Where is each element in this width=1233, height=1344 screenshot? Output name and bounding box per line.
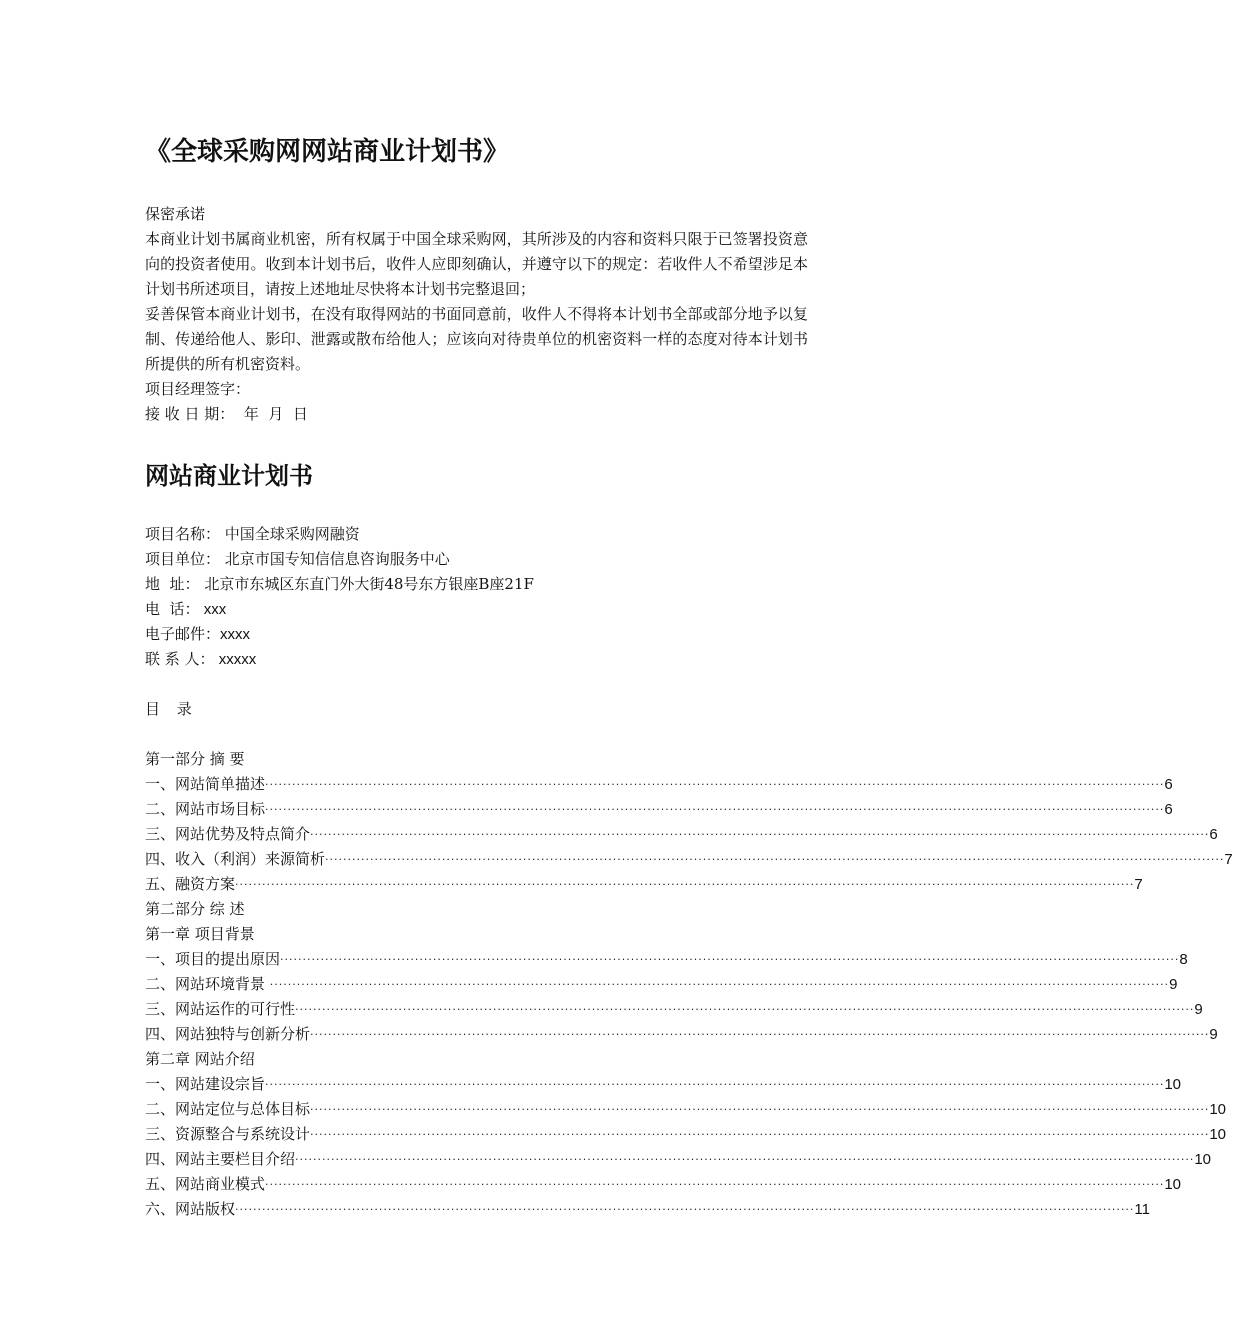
toc-entry: [145, 872, 1143, 897]
toc-section-heading: 第二部分 综 述: [145, 900, 245, 918]
toc-section-heading: 第二章 网站介绍: [145, 1050, 255, 1068]
toc-page-number: 10: [1209, 1101, 1227, 1118]
toc-entry: [145, 1072, 1182, 1097]
project-info: [145, 522, 534, 672]
toc-page-number: 8: [1179, 951, 1188, 968]
toc-leader-dots: ········································································································································································································: [265, 1178, 1165, 1191]
toc-page-number: 7: [1224, 851, 1233, 868]
toc-entry-label: 二、网站定位与总体目标: [145, 1100, 311, 1118]
info-value: xxxx: [220, 626, 251, 643]
toc-page-number: 6: [1209, 826, 1218, 843]
toc-entry: [145, 1097, 1227, 1122]
toc-leader-dots: ········································································································································································································: [280, 953, 1180, 966]
toc-page-number: 6: [1164, 801, 1173, 818]
toc-entry: [145, 797, 1173, 822]
info-value: 北京市东城区东直门外大街48号东方银座B座21F: [199, 575, 534, 593]
confidentiality-body: [145, 227, 808, 427]
toc-entry: [145, 1172, 1182, 1197]
toc-leader-dots: ········································································································································································································: [310, 1103, 1210, 1116]
toc-page-number: 7: [1134, 876, 1143, 893]
toc-leader-dots: ········································································································································································································: [235, 1203, 1135, 1216]
toc-entry-line: [145, 847, 1233, 872]
toc-leader-dots: ········································································································································································································: [265, 778, 1165, 791]
document-title: 《全球采购网网站商业计划书》: [145, 137, 510, 167]
toc-entry-line: [145, 972, 1178, 997]
toc-entry-label: 二、网站市场目标: [145, 800, 266, 818]
toc-leader-dots: ········································································································································································································: [295, 1153, 1195, 1166]
signature-label: 项目经理签字：: [145, 380, 251, 398]
toc-entry-line: [145, 1172, 1182, 1197]
toc-entry-line: [145, 872, 1143, 897]
toc-entry: [145, 972, 1178, 997]
toc-leader-dots: ········································································································································································································: [325, 853, 1225, 866]
toc-page-number: 10: [1164, 1076, 1182, 1093]
info-value: 中国全球采购网融资: [220, 525, 360, 543]
toc-leader-dots: ········································································································································································································: [310, 1028, 1210, 1041]
plan-title: 网站商业计划书: [145, 462, 313, 490]
toc-page-number: 9: [1194, 1001, 1203, 1018]
toc-entry-line: [145, 1022, 1218, 1047]
toc-entry: [145, 1197, 1150, 1222]
project-info-row: [145, 522, 534, 547]
toc-entry-line: [145, 822, 1218, 847]
toc-leader-dots: ········································································································································································································: [295, 1003, 1195, 1016]
project-info-row: [145, 622, 534, 647]
toc-entry-label: 四、收入（利润）来源简析: [145, 850, 326, 868]
toc-entry-label: 一、网站简单描述: [145, 775, 266, 793]
toc-page-number: 10: [1164, 1176, 1182, 1193]
toc-page-number: 9: [1209, 1026, 1218, 1043]
info-value: 北京市国专知信信息咨询服务中心: [220, 550, 450, 568]
project-info-row: [145, 572, 534, 597]
receive-date-label: 接 收 日 期： 年 月 日: [145, 405, 308, 423]
toc-entry-line: [145, 947, 1188, 972]
toc-entry-line: [145, 997, 1203, 1022]
toc-entry-label: 三、网站运作的可行性: [145, 1000, 296, 1018]
toc-entry-line: [145, 1122, 1227, 1147]
info-label: 电 话：: [145, 600, 200, 618]
toc-entry-label: 二、网站环境背景: [145, 975, 270, 993]
toc-entry-line: [145, 772, 1173, 797]
table-of-contents: [145, 747, 1233, 1222]
toc-page-number: 10: [1194, 1151, 1212, 1168]
toc-title: 目 录: [145, 700, 198, 718]
info-label: 项目单位：: [145, 550, 221, 568]
toc-entry-line: [145, 1072, 1182, 1097]
toc-entry: [145, 822, 1218, 847]
toc-leader-dots: ········································································································································································································: [269, 978, 1170, 991]
info-label: 项目名称：: [145, 525, 221, 543]
confidentiality-paragraph: 妥善保管本商业计划书，在没有取得网站的书面同意前，收件人不得将本计划书全部或部分地予以复制、传递给他人、影印、泄露或散布给他人；应该向对待贵单位的机密资料一样的态度对待本计划书所提供的所有机密资料。: [145, 305, 808, 373]
toc-entry: [145, 772, 1173, 797]
toc-entry-label: 一、网站建设宗旨: [145, 1075, 266, 1093]
toc-entry-label: 四、网站独特与创新分析: [145, 1025, 311, 1043]
toc-page-number: 6: [1164, 776, 1173, 793]
toc-page-number: 9: [1169, 976, 1178, 993]
info-label: 联 系 人：: [145, 650, 215, 668]
toc-entry-line: [145, 1197, 1150, 1222]
project-info-row: [145, 597, 534, 622]
toc-page-number: 10: [1209, 1126, 1227, 1143]
toc-entry-label: 三、资源整合与系统设计: [145, 1125, 311, 1143]
project-info-row: [145, 547, 534, 572]
info-label: 地 址：: [145, 575, 200, 593]
toc-entry-label: 六、网站版权: [145, 1200, 236, 1218]
toc-entry-label: 五、网站商业模式: [145, 1175, 266, 1193]
toc-leader-dots: ········································································································································································································: [310, 1128, 1210, 1141]
info-value: xxx: [199, 601, 227, 618]
toc-entry-line: [145, 1147, 1212, 1172]
toc-entry: [145, 1022, 1218, 1047]
toc-entry: [145, 847, 1233, 872]
toc-entry: [145, 1147, 1212, 1172]
toc-entry: [145, 1122, 1227, 1147]
info-label: 电子邮件：: [145, 625, 221, 643]
toc-leader-dots: ········································································································································································································: [310, 828, 1210, 841]
info-value: xxxxx: [214, 651, 257, 668]
toc-entry: [145, 947, 1188, 972]
project-info-row: [145, 647, 534, 672]
toc-entry-line: [145, 797, 1173, 822]
toc-entry-label: 五、融资方案: [145, 875, 236, 893]
toc-entry-label: 一、项目的提出原因: [145, 950, 281, 968]
toc-leader-dots: ········································································································································································································: [265, 803, 1165, 816]
toc-section-heading: 第一部分 摘 要: [145, 750, 245, 768]
toc-entry-label: 三、网站优势及特点简介: [145, 825, 311, 843]
toc-entry-label: 四、网站主要栏目介绍: [145, 1150, 296, 1168]
confidentiality-heading: 保密承诺: [145, 205, 206, 223]
toc-entry: [145, 997, 1203, 1022]
confidentiality-paragraph: 本商业计划书属商业机密，所有权属于中国全球采购网，其所涉及的内容和资料只限于已签署投资意向的投资者使用。收到本计划书后，收件人应即刻确认，并遵守以下的规定：若收件人不希望涉足本计划书所述项目，请按上述地址尽快将本计划书完整退回；: [145, 230, 808, 298]
toc-leader-dots: ········································································································································································································: [235, 878, 1135, 891]
toc-entry-line: [145, 1097, 1227, 1122]
toc-page-number: 11: [1134, 1201, 1150, 1218]
toc-section-heading: 第一章 项目背景: [145, 925, 255, 943]
toc-leader-dots: ········································································································································································································: [265, 1078, 1165, 1091]
